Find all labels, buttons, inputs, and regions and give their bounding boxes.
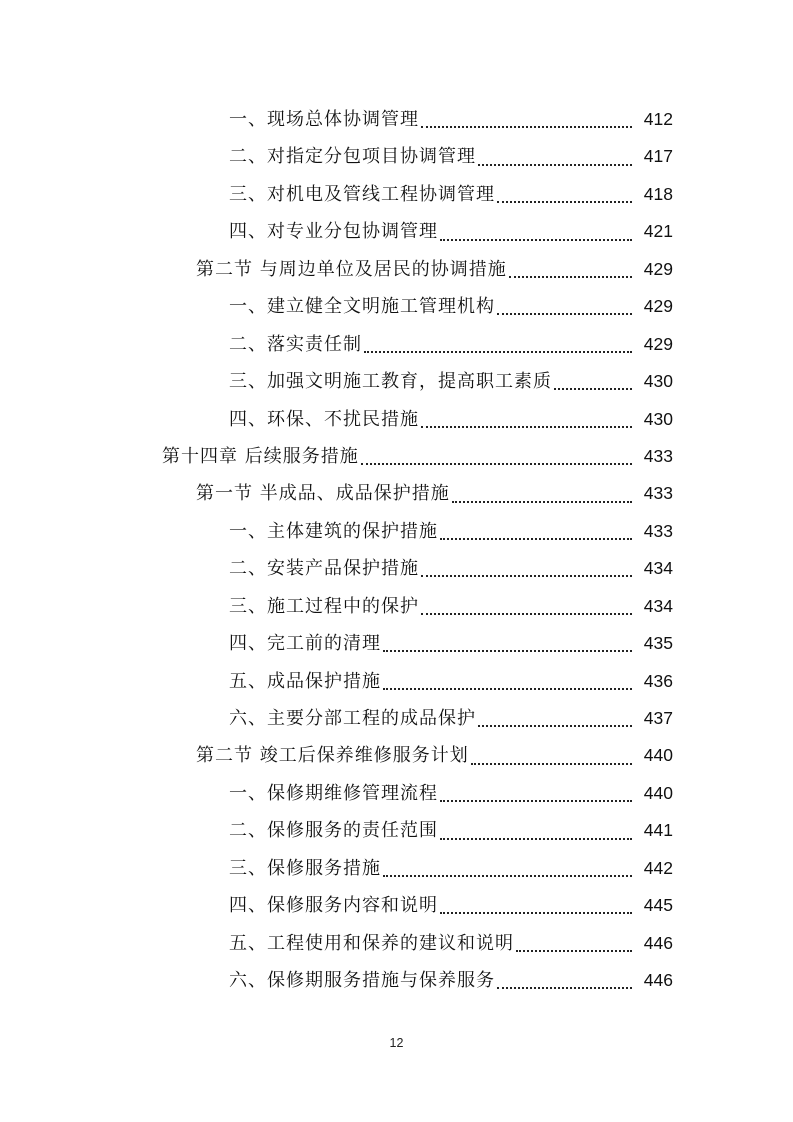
toc-entry[interactable] — [0, 213, 793, 250]
toc-entry[interactable] — [0, 925, 793, 962]
toc-entry-page: 434 — [643, 558, 673, 579]
toc-entry-title: 四、环保、不扰民措施 — [229, 408, 419, 430]
toc-entry[interactable] — [0, 550, 793, 587]
toc-dot-leader — [440, 837, 632, 840]
toc-dot-leader — [383, 687, 632, 690]
toc-entry-page: 418 — [643, 183, 673, 204]
toc-entry-title: 三、加强文明施工教育，提高职工素质 — [229, 371, 552, 393]
toc-entry-page: 430 — [643, 371, 673, 392]
toc-entry-title: 四、对专业分包协调管理 — [229, 221, 438, 243]
toc-entry-title: 第二节 竣工后保养维修服务计划 — [196, 745, 469, 767]
toc-dot-leader — [516, 949, 632, 952]
toc-dot-leader — [383, 874, 632, 877]
toc-entry[interactable] — [0, 775, 793, 812]
toc-entry[interactable] — [0, 513, 793, 550]
toc-entry-page: 440 — [643, 782, 673, 803]
toc-entry-title: 三、保修服务措施 — [229, 857, 381, 879]
toc-entry-title: 四、完工前的清理 — [229, 633, 381, 655]
toc-entry-page: 433 — [643, 483, 673, 504]
toc-entry[interactable] — [0, 176, 793, 213]
toc-dot-leader — [554, 387, 632, 390]
toc-entry[interactable] — [0, 700, 793, 737]
toc-entry-page: 445 — [643, 895, 673, 916]
toc-dot-leader — [421, 574, 632, 577]
toc-entry-title: 六、主要分部工程的成品保护 — [229, 708, 476, 729]
toc-dot-leader — [452, 500, 632, 503]
toc-entry[interactable] — [0, 962, 793, 999]
toc-entry[interactable] — [0, 363, 793, 400]
toc-dot-leader — [421, 125, 632, 128]
toc-entry-page: 429 — [643, 258, 673, 279]
toc-dot-leader — [421, 612, 632, 615]
toc-entry-title: 第一节 半成品、成品保护措施 — [196, 483, 450, 505]
toc-entry[interactable] — [0, 401, 793, 438]
toc-dot-leader — [497, 312, 632, 315]
toc-entry[interactable] — [0, 101, 793, 138]
toc-entry-page: 442 — [643, 857, 673, 878]
toc-entry[interactable] — [0, 288, 793, 325]
toc-entry-page: 417 — [643, 146, 673, 167]
toc-entry[interactable] — [0, 138, 793, 175]
toc-dot-leader — [497, 986, 632, 989]
toc-entry-page: 446 — [643, 970, 673, 991]
toc-entry[interactable] — [0, 887, 793, 924]
toc-dot-leader — [421, 425, 632, 428]
toc-entry-title: 五、成品保护措施 — [229, 670, 381, 692]
toc-dot-leader — [509, 275, 632, 278]
toc-dot-leader — [478, 163, 632, 166]
toc-entry-page: 429 — [643, 333, 673, 354]
toc-entry-title: 二、落实责任制 — [229, 333, 362, 355]
toc-entry[interactable] — [0, 625, 793, 662]
toc-dot-leader — [361, 462, 632, 465]
toc-entry-title: 第十四章 后续服务措施 — [162, 445, 359, 467]
toc-entry[interactable] — [0, 850, 793, 887]
toc-entry-page: 441 — [643, 820, 673, 841]
toc-entry-title: 三、对机电及管线工程协调管理 — [229, 183, 495, 205]
toc-dot-leader — [440, 799, 632, 802]
toc-entry[interactable] — [0, 663, 793, 700]
toc-entry-title: 一、主体建筑的保护措施 — [229, 520, 438, 542]
toc-dot-leader — [364, 350, 632, 353]
toc-entry-section[interactable] — [0, 251, 793, 288]
toc-entry-page: 436 — [643, 670, 673, 691]
toc-entry-chapter[interactable] — [0, 438, 793, 475]
toc-dot-leader — [440, 238, 632, 241]
toc-entry-title: 一、建立健全文明施工管理机构 — [229, 296, 495, 318]
toc-entry-title: 五、工程使用和保养的建议和说明 — [229, 932, 514, 954]
toc-entry-page: 433 — [643, 520, 673, 541]
toc-entry-page: 437 — [643, 708, 673, 728]
toc-entry-title: 一、现场总体协调管理 — [229, 109, 419, 130]
toc-dot-leader — [383, 649, 632, 652]
toc-entry-page: 446 — [643, 932, 673, 953]
toc-dot-leader — [497, 200, 632, 203]
toc-entry-page: 421 — [643, 221, 673, 242]
toc-entry-page: 435 — [643, 633, 673, 654]
toc-entry-title: 二、安装产品保护措施 — [229, 558, 419, 580]
page-number: 12 — [389, 1036, 404, 1050]
toc-entry[interactable] — [0, 588, 793, 625]
table-of-contents — [0, 101, 793, 1000]
toc-entry-page: 430 — [643, 408, 673, 429]
toc-entry-title: 三、施工过程中的保护 — [229, 595, 419, 617]
toc-dot-leader — [440, 537, 632, 540]
toc-dot-leader — [471, 762, 632, 765]
toc-entry-title: 一、保修期维修管理流程 — [229, 782, 438, 804]
toc-entry-title: 二、对指定分包项目协调管理 — [229, 146, 476, 168]
toc-entry-page: 412 — [643, 109, 673, 129]
toc-entry[interactable] — [0, 326, 793, 363]
toc-entry-page: 434 — [643, 595, 673, 616]
toc-entry-section[interactable] — [0, 475, 793, 512]
toc-entry-title: 第二节 与周边单位及居民的协调措施 — [196, 258, 507, 280]
toc-dot-leader — [440, 911, 632, 914]
toc-entry-title: 二、保修服务的责任范围 — [229, 820, 438, 842]
toc-entry[interactable] — [0, 812, 793, 849]
toc-entry-section[interactable] — [0, 737, 793, 774]
toc-entry-title: 四、保修服务内容和说明 — [229, 895, 438, 917]
toc-entry-page: 429 — [643, 296, 673, 317]
toc-entry-page: 433 — [643, 445, 673, 466]
toc-dot-leader — [478, 724, 632, 727]
toc-entry-page: 440 — [643, 745, 673, 766]
toc-entry-title: 六、保修期服务措施与保养服务 — [229, 970, 495, 992]
